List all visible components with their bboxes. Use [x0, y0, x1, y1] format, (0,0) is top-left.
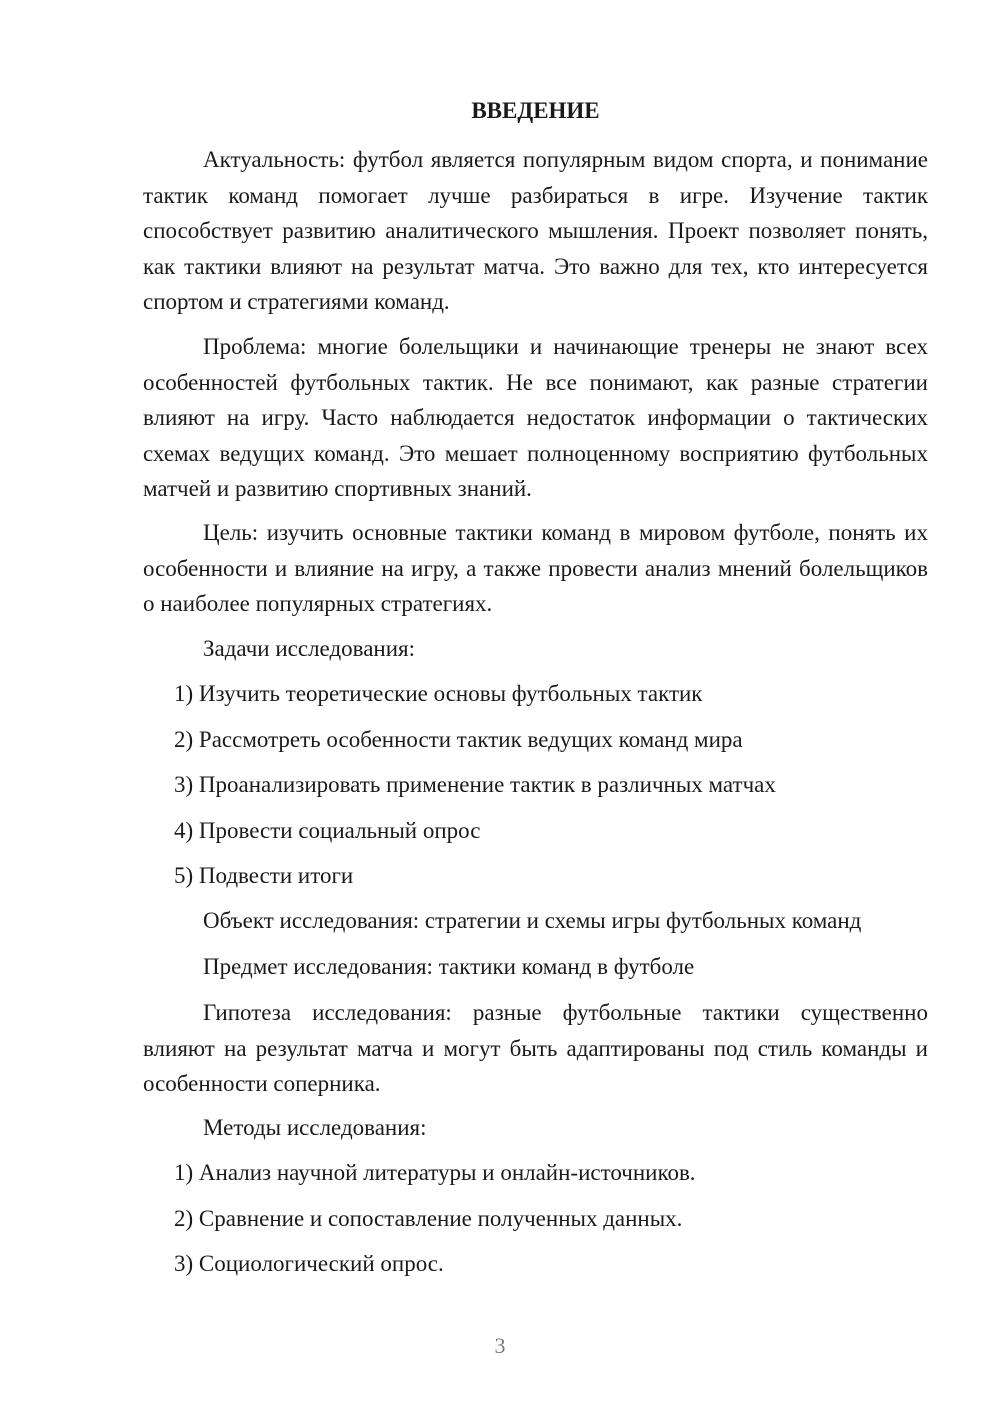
- research-object: Объект исследования: стратегии и схемы игры футбольных команд: [203, 908, 862, 933]
- document-page: [143, 0, 928, 1414]
- methods-heading: Методы исследования:: [203, 1115, 427, 1140]
- page-number: 3: [494, 1333, 506, 1358]
- method-item: 1) Анализ научной литературы и онлайн-источников.: [174, 1160, 696, 1185]
- page-title: ВВЕДЕНИЕ: [471, 98, 600, 123]
- task-item: 5) Подвести итоги: [174, 863, 354, 888]
- relevance-paragraph: Актуальность: футбол является популярным видом спорта, и понимание тактик команд помогает лучше разбираться в игре. Изучение тактик способствует развитию аналитического мышления. Проект позволяет понять, как тактики влияют на результат матча. Это важно для тех, кто интересуется спортом и стратегиями команд.: [143, 147, 928, 314]
- task-item: 1) Изучить теоретические основы футбольных тактик: [174, 681, 703, 706]
- task-item: 4) Провести социальный опрос: [174, 818, 481, 843]
- method-item: 3) Социологический опрос.: [174, 1251, 444, 1276]
- method-item: 2) Сравнение и сопоставление полученных данных.: [174, 1206, 683, 1231]
- problem-paragraph: Проблема: многие болельщики и начинающие тренеры не знают всех особенностей футбольных тактик. Не все понимают, как разные стратегии влияют на игру. Часто наблюдается недостаток информации о тактических схемах ведущих команд. Это мешает полноценному восприятию футбольных матчей и развитию спортивных знаний.: [143, 334, 928, 501]
- tasks-heading: Задачи исследования:: [203, 636, 416, 661]
- goal-paragraph: Цель: изучить основные тактики команд в мировом футболе, понять их особенности и влияние на игру, а также провести анализ мнений болельщиков о наиболее популярных стратегиях.: [143, 520, 928, 616]
- research-subject: Предмет исследования: тактики команд в футболе: [203, 954, 695, 979]
- task-item: 2) Рассмотреть особенности тактик ведущих команд мира: [174, 727, 743, 752]
- hypothesis-paragraph: Гипотеза исследования: разные футбольные тактики существенно влияют на результат матча и могут быть адаптированы под стиль команды и особенности соперника.: [143, 1000, 928, 1096]
- task-item: 3) Проанализировать применение тактик в различных матчах: [174, 772, 776, 797]
